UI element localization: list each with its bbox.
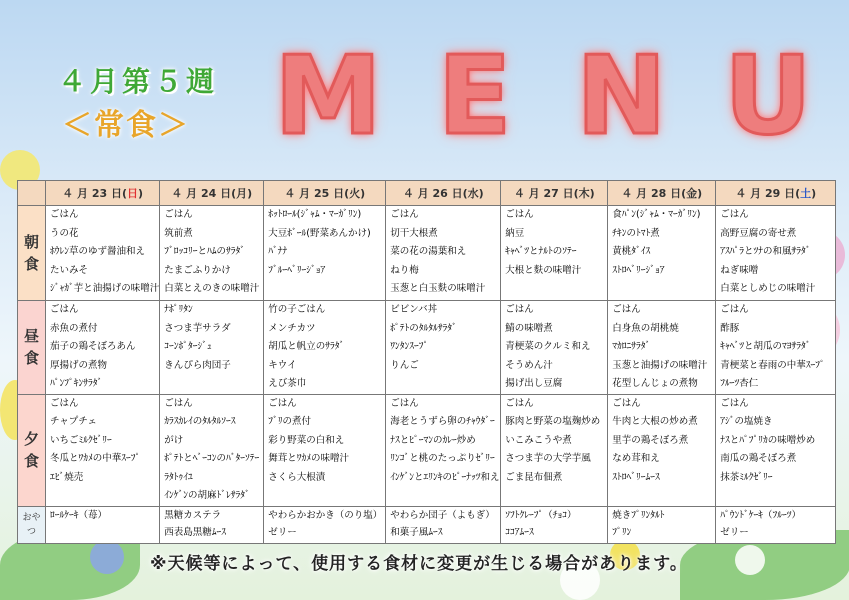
dish-item: 西表島黒糖ﾑｰｽ — [164, 526, 227, 538]
breakfast-cell — [716, 206, 836, 301]
dish-item: ﾌﾟﾘﾝ — [612, 526, 632, 538]
menu-letter: E — [437, 34, 512, 159]
dish-item: 青梗菜と春雨の中華ｽｰﾌﾟ — [720, 359, 825, 371]
meal-label-text: 朝 — [23, 233, 39, 251]
meal-label-text: 食 — [23, 452, 39, 470]
dish-item: ｱｼﾞの塩焼き — [720, 416, 773, 427]
snack-cell — [608, 506, 716, 543]
dish-item: ﾎﾟﾃﾄとﾍﾞｰｺﾝのﾊﾞﾀｰｿﾃｰ — [164, 453, 260, 464]
dish-item: 和菓子風ﾑｰｽ — [390, 526, 443, 538]
dish-item: 花型しんじょの煮物 — [612, 378, 698, 389]
dish-item: 冬瓜とﾜｶﾒの中華ｽｰﾌﾟ — [50, 453, 141, 464]
dish-item: ｲﾝｹﾞﾝとｴﾘﾝｷのﾋﾟｰﾅｯﾂ和え — [390, 471, 500, 483]
lunch-label — [18, 301, 46, 395]
dish-item: 厚揚げの煮物 — [50, 359, 108, 371]
dish-item: 青梗菜のクルミ和え — [505, 341, 591, 352]
breakfast-cell — [501, 206, 608, 301]
meal-label-text: 夕 — [23, 430, 39, 448]
breakfast-row — [18, 206, 836, 301]
decorative-flower — [90, 540, 124, 574]
dish-item: チャプチェ — [50, 416, 97, 427]
dish-item: ごはん — [612, 304, 641, 315]
dinner-cell — [46, 394, 160, 506]
dish-item: 竹の子ごはん — [268, 304, 326, 315]
lunch-cell — [608, 301, 716, 395]
dinner-cell — [264, 394, 386, 506]
dish-item: ﾎｳﾚﾝ草のゆず醤油和え — [50, 246, 146, 257]
dinner-cell — [160, 394, 264, 506]
dish-item: ﾊﾟｳﾝﾄﾞｹｰｷ（ﾌﾙｰﾂ） — [720, 509, 802, 521]
dish-item: ﾛｰﾙｹｰｷ（苺） — [50, 509, 108, 521]
dish-item: がけ — [164, 434, 184, 446]
dish-item: ごはん — [720, 397, 749, 409]
dish-item: 菜の花の湯葉和え — [390, 246, 467, 257]
day-header: ４ 月 29 日(土) — [716, 181, 836, 206]
corner-cell — [18, 181, 46, 206]
menu-letter: N — [576, 34, 667, 159]
meal-label-text: おや — [22, 512, 41, 523]
dish-item: ﾎｯﾄﾛｰﾙ(ｼﾞｬﾑ・ﾏｰｶﾞﾘﾝ) — [268, 209, 362, 220]
dish-item: ﾅﾎﾟﾘﾀﾝ — [164, 304, 193, 315]
dish-item: ｶﾗｽｶﾚｲのﾀﾙﾀﾙｿｰｽ — [164, 416, 236, 427]
day-header: ４ 月 28 日(金) — [608, 181, 716, 206]
dish-item: 抹茶ﾐﾙｸｾﾞﾘｰ — [720, 471, 773, 483]
dish-item: ねり梅 — [390, 264, 419, 276]
dinner-row — [18, 394, 836, 506]
dish-item: ﾌﾞﾛｯｺﾘｰとﾊﾑのｻﾗﾀﾞ — [164, 246, 246, 257]
dish-item: 舞茸とﾜｶﾒの味噌汁 — [268, 453, 350, 464]
breakfast-cell — [264, 206, 386, 301]
dinner-label — [18, 394, 46, 506]
snack-cell — [160, 506, 264, 543]
dish-item: 白身魚の胡桃焼 — [612, 322, 679, 334]
dish-item: 黄桃ﾀﾞｲｽ — [612, 246, 651, 257]
dish-item: 大根と麩の味噌汁 — [505, 264, 582, 276]
dish-item: りんご — [390, 359, 419, 371]
dish-item: 白菜としめじの味噌汁 — [720, 283, 816, 294]
dish-item: ﾌﾞﾙｰﾍﾞﾘｰｼﾞｮｱ — [268, 264, 326, 276]
dish-item: ごはん — [268, 397, 297, 409]
snack-row — [18, 506, 836, 543]
dish-item: ごはん — [720, 209, 749, 220]
dish-item: ごはん — [50, 209, 79, 220]
dish-item: ﾅｽとﾊﾟﾌﾟﾘｶの味噌炒め — [720, 434, 816, 446]
dish-item: 食ﾊﾟﾝ(ｼﾞｬﾑ・ﾏｰｶﾞﾘﾝ) — [612, 209, 701, 220]
dish-item: 里芋の鶏そぼろ煮 — [612, 434, 689, 446]
dish-item: たまごふりかけ — [164, 264, 231, 276]
dish-item: 玉葱と油揚げの味噌汁 — [612, 359, 708, 371]
dish-item: ごはん — [720, 304, 749, 315]
dish-item: 牛肉と大根の炒め煮 — [612, 416, 698, 427]
dish-item: ごはん — [505, 397, 534, 409]
dish-item: ごはん — [164, 209, 193, 220]
lunch-cell — [160, 301, 264, 395]
dish-item: 鯖の味噌煮 — [505, 322, 553, 334]
dish-item: 海老とうずら卵のﾁｬｳﾀﾞｰ — [390, 416, 495, 427]
lunch-cell — [46, 301, 160, 395]
dish-item: ｽﾄﾛﾍﾞﾘｰﾑｰｽ — [612, 471, 660, 483]
dish-item: ゼリー — [720, 526, 749, 538]
menu-category: ＜常食＞ — [62, 108, 190, 143]
day-header: ４ 月 26 日(水) — [386, 181, 501, 206]
menu-letter: M — [274, 34, 382, 159]
week-title: ４月第５週 — [58, 65, 219, 98]
dish-item: ｺｰﾝﾎﾟﾀｰｼﾞｭ — [164, 341, 212, 352]
dish-item — [501, 280, 607, 299]
breakfast-cell — [386, 206, 501, 301]
snack-cell — [386, 506, 501, 543]
dish-item: 茄子の鶏そぼろあん — [50, 341, 136, 352]
dish-item — [46, 524, 159, 541]
notice-text: ※天候等によって、使用する食材に変更が生じる場合があります。 — [150, 554, 688, 574]
dish-item — [160, 375, 263, 394]
dish-item: やわらかおかき（のり塩） — [268, 509, 383, 521]
dish-item: ｷｬﾍﾞﾂとﾅﾙﾄのｿﾃｰ — [505, 246, 577, 257]
dish-item: ﾎﾟﾃﾄのﾀﾙﾀﾙｻﾗﾀﾞ — [390, 322, 457, 334]
breakfast-label — [18, 206, 46, 301]
snack-cell — [46, 506, 160, 543]
dish-item: ごはん — [50, 304, 79, 315]
dish-item: ごはん — [50, 397, 79, 409]
snack-label — [18, 506, 46, 543]
meal-label-text: 昼 — [23, 327, 39, 346]
dish-item: ねぎ味噌 — [720, 264, 759, 276]
dinner-cell — [716, 394, 836, 506]
dish-item: ｱｽﾊﾟﾗとﾂﾅの和風ｻﾗﾀﾞ — [720, 246, 811, 257]
meal-label-text: つ — [26, 526, 36, 537]
dish-item: 玉葱と白玉麩の味噌汁 — [390, 283, 486, 294]
dish-item: ﾜﾝﾀﾝｽｰﾌﾟ — [390, 341, 429, 352]
dish-item: いこみこうや煮 — [505, 434, 572, 446]
dish-item: さつま芋の大学芋風 — [505, 453, 591, 464]
day-header: ４ 月 24 日(月) — [160, 181, 264, 206]
dinner-cell — [386, 394, 501, 506]
dish-item — [386, 375, 500, 394]
dish-item: 豚肉と野菜の塩麹炒め — [505, 416, 601, 427]
dish-item: ﾌﾞﾘの煮付 — [268, 416, 312, 427]
dish-item: さくら大根漬 — [268, 471, 326, 483]
dish-item: ﾊﾟﾝﾌﾟｷﾝｻﾗﾀﾞ — [50, 378, 103, 389]
dish-item: 赤魚の煮付 — [50, 322, 98, 334]
dish-item: ﾗﾀﾄｩｲﾕ — [164, 471, 193, 483]
menu-heading — [268, 34, 828, 159]
day-header: ４ 月 27 日(木) — [501, 181, 608, 206]
decorative-flower — [735, 545, 765, 575]
weekly-menu-table — [17, 180, 836, 544]
dish-item: 南瓜の鶏そぼろ煮 — [720, 453, 797, 464]
dish-item: ｺｺｱﾑｰｽ — [505, 526, 534, 538]
dish-item: いちごﾐﾙｸｾﾞﾘｰ — [50, 434, 112, 446]
dish-item: ごはん — [390, 209, 419, 220]
breakfast-cell — [160, 206, 264, 301]
snack-cell — [264, 506, 386, 543]
lunch-cell — [264, 301, 386, 395]
dish-item: 大豆ﾎﾞｰﾙ(野菜あんかけ) — [268, 227, 371, 239]
dish-item: えび茶巾 — [268, 378, 307, 389]
dish-item: ｽﾄﾛﾍﾞﾘｰｼﾞｮｱ — [612, 264, 665, 276]
dish-item: ごはん — [505, 304, 534, 315]
dish-item: さつま芋サラダ — [164, 322, 231, 334]
snack-cell — [501, 506, 608, 543]
dish-item: 焼きﾌﾟﾘﾝﾀﾙﾄ — [612, 509, 665, 521]
dish-item: 納豆 — [505, 227, 525, 239]
dish-item: 酢豚 — [720, 322, 740, 334]
day-header: ４ 月 25 日(火) — [264, 181, 386, 206]
dish-item: ﾏｶﾛﾆｻﾗﾀﾞ — [612, 341, 651, 352]
dish-item — [608, 280, 715, 299]
lunch-row — [18, 301, 836, 395]
day-header-row — [18, 181, 836, 206]
lunch-cell — [716, 301, 836, 395]
lunch-cell — [501, 301, 608, 395]
dish-item: やわらか団子（よもぎ） — [390, 509, 495, 521]
dish-item: ｲﾝｹﾞﾝの胡麻ﾄﾞﾚｻﾗﾀﾞ — [164, 490, 250, 501]
dish-item: 筑前煮 — [164, 227, 193, 239]
dish-item: ごはん — [505, 209, 534, 220]
dinner-cell — [608, 394, 716, 506]
dish-item: 彩り野菜の白和え — [268, 434, 345, 446]
dish-item: 黒糖カステラ — [164, 509, 222, 521]
day-header: ４ 月 23 日(日) — [46, 181, 160, 206]
dish-item: メンチカツ — [268, 322, 316, 334]
dish-item: ﾌﾙｰﾂ杏仁 — [720, 378, 759, 389]
dish-item: 切干大根煮 — [390, 227, 438, 239]
meal-label-text: 食 — [23, 255, 39, 273]
dish-item: たいみそ — [50, 264, 89, 276]
dish-item: うの花 — [50, 227, 79, 239]
dish-item: ごはん — [390, 397, 419, 409]
dish-item: なめ茸和え — [612, 453, 660, 464]
breakfast-cell — [46, 206, 160, 301]
dish-item: 胡瓜と帆立のｻﾗﾀﾞ — [268, 341, 345, 352]
dish-item: ごはん — [612, 397, 641, 409]
dish-item: ﾁｷﾝのﾄﾏﾄ煮 — [612, 227, 660, 239]
dinner-cell — [501, 394, 608, 506]
snack-cell — [716, 506, 836, 543]
dish-item: ﾅｽとﾋﾟｰﾏﾝのｶﾚｰ炒め — [390, 434, 476, 446]
dish-item: ﾊﾞﾅﾅ — [268, 246, 288, 257]
dish-item: ｷｬﾍﾞﾂと胡瓜のﾏﾖｻﾗﾀﾞ — [720, 341, 811, 352]
dish-item: ｴﾋﾞ焼売 — [50, 471, 84, 483]
dish-item: そうめん汁 — [505, 359, 553, 371]
dish-item: ﾘﾝｺﾞと桃のたっぷりｾﾞﾘｰ — [390, 453, 495, 464]
breakfast-cell — [608, 206, 716, 301]
dish-item: ごはん — [164, 397, 193, 409]
dish-item: 揚げ出し豆腐 — [505, 378, 563, 389]
dish-item: 高野豆腐の寄せ煮 — [720, 227, 797, 239]
dish-item: ゼリー — [268, 526, 297, 538]
dish-item: ｿﾌﾄｸﾚｰﾌﾟ（ﾁｮｺ） — [505, 509, 577, 521]
meal-label-text: 食 — [23, 349, 39, 368]
dish-item: キウイ — [268, 359, 297, 371]
dish-item: 白菜とえのきの味噌汁 — [164, 283, 260, 294]
menu-letter: U — [724, 34, 812, 159]
lunch-cell — [386, 301, 501, 395]
dish-item: ごま昆布佃煮 — [505, 471, 563, 483]
dish-item: きんぴら肉団子 — [164, 359, 231, 371]
dish-item — [264, 280, 385, 299]
dish-item: ビビンバ丼 — [390, 304, 438, 315]
dish-item: ｼﾞｬｶﾞ芋と油揚げの味噌汁 — [50, 283, 160, 294]
